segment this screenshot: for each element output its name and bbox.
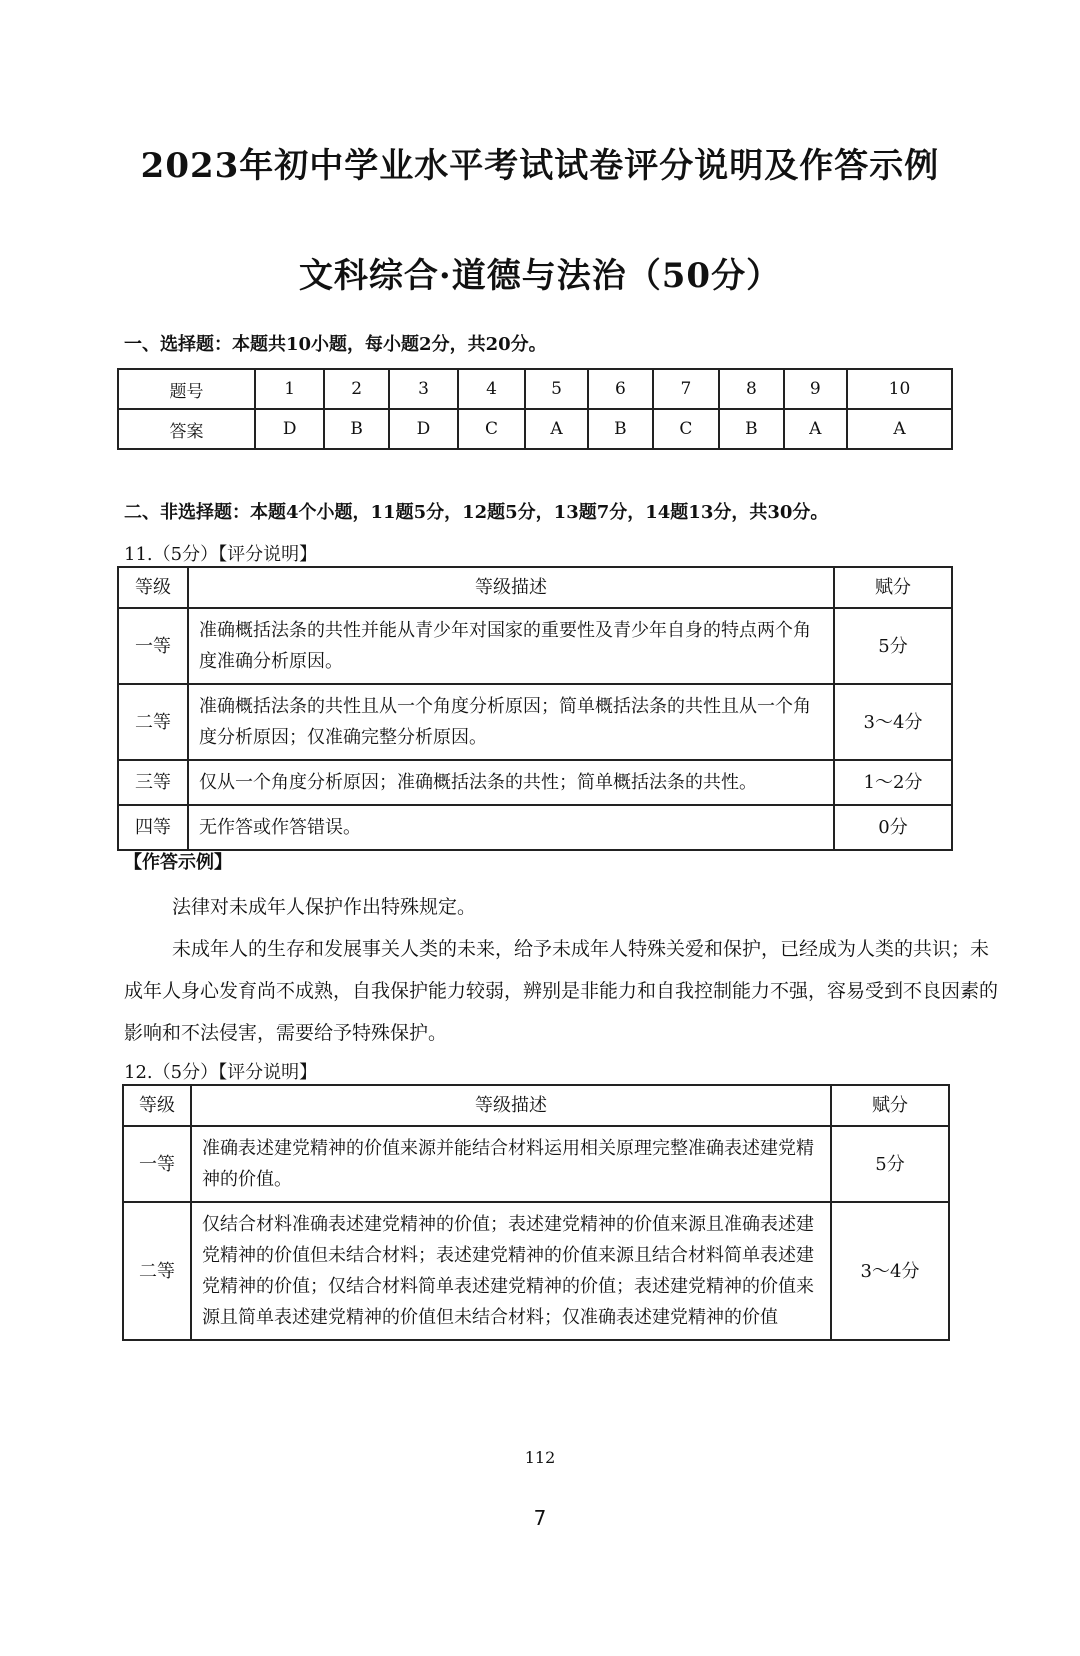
score-cell: 1～2分: [834, 760, 952, 805]
answer-cell: B: [588, 409, 652, 449]
description-cell: 仅从一个角度分析原因；准确概括法条的共性；简单概括法条的共性。: [188, 760, 834, 805]
example-paragraph: 法律对未成年人保护作出特殊规定。: [172, 896, 477, 918]
header-score: 赋分: [831, 1085, 949, 1126]
answer-cell: A: [784, 409, 847, 449]
grade-row: [118, 608, 952, 684]
answer-row: [118, 409, 952, 449]
question-number: 8: [719, 369, 783, 409]
example-paragraph: 未成年人的生存和发展事关人类的未来，给予未成年人特殊关爱和保护，已经成为人类的共识；未成年人身心发育尚不成熟，自我保护能力较弱，辨别是非能力和自我控制能力不强，容易受到不良因素的影响和不法侵害，需要给予特殊保护。: [124, 938, 999, 1044]
q11-example: [124, 886, 1004, 1054]
score-cell: 3～4分: [831, 1202, 949, 1340]
grade-row: [123, 1202, 949, 1340]
q11-scoring-table: [117, 566, 953, 851]
answer-cell: B: [719, 409, 783, 449]
question-number: 3: [389, 369, 458, 409]
multiple-choice-answer-table: [117, 368, 953, 450]
book-page-number: 112: [524, 1448, 556, 1467]
question-number: 6: [588, 369, 652, 409]
description-cell: 无作答或作答错误。: [188, 805, 834, 850]
score-cell: 5分: [831, 1126, 949, 1202]
grade-cell: 二等: [123, 1202, 191, 1340]
description-cell: 准确概括法条的共性且从一个角度分析原因；简单概括法条的共性且从一个角度分析原因；仅准确完整分析原因。: [188, 684, 834, 760]
grade-cell: 一等: [123, 1126, 191, 1202]
answer-cell: A: [847, 409, 952, 449]
document-subtitle: 文科综合·道德与法治（50分）: [298, 256, 782, 296]
grade-cell: 四等: [118, 805, 188, 850]
header-description: 等级描述: [188, 567, 834, 608]
q11-label: 11.（5分）【评分说明】: [124, 544, 318, 565]
question-number: 9: [784, 369, 847, 409]
grade-row: [118, 760, 952, 805]
score-cell: 0分: [834, 805, 952, 850]
answer-cell: C: [653, 409, 720, 449]
score-cell: 3～4分: [834, 684, 952, 760]
question-number: 2: [324, 369, 388, 409]
answer-cell: B: [324, 409, 388, 449]
description-cell: 准确表述建党精神的价值来源并能结合材料运用相关原理完整准确表述建党精神的价值。: [191, 1126, 831, 1202]
description-cell: 准确概括法条的共性并能从青少年对国家的重要性及青少年自身的特点两个角度准确分析原因。: [188, 608, 834, 684]
question-number: 1: [255, 369, 324, 409]
part2-heading: 二、非选择题：本题4个小题，11题5分，12题5分，13题7分，14题13分，共30分。: [124, 502, 829, 523]
answer-cell: D: [255, 409, 324, 449]
q11-example-label: 【作答示例】: [124, 852, 232, 873]
answer-cell: C: [458, 409, 525, 449]
header-score: 赋分: [834, 567, 952, 608]
grade-row: [118, 805, 952, 850]
grade-cell: 一等: [118, 608, 188, 684]
question-number: 10: [847, 369, 952, 409]
grade-cell: 二等: [118, 684, 188, 760]
header-description: 等级描述: [191, 1085, 831, 1126]
question-number-row: [118, 369, 952, 409]
score-cell: 5分: [834, 608, 952, 684]
q12-scoring-table: [122, 1084, 950, 1341]
question-number: 7: [653, 369, 720, 409]
page-number: 7: [533, 1506, 547, 1530]
grade-cell: 三等: [118, 760, 188, 805]
grade-row: [123, 1126, 949, 1202]
grade-row: [118, 684, 952, 760]
description-cell: 仅结合材料准确表述建党精神的价值；表述建党精神的价值来源且准确表述建党精神的价值但未结合材料；表述建党精神的价值来源且结合材料简单表述建党精神的价值；仅结合材料简单表述建党精神的价值；表述建党精神的价值来源且简单表述建党精神的价值但未结合材料；仅准确表述建党精神的价值: [191, 1202, 831, 1340]
answer-cell: D: [389, 409, 458, 449]
row-label: 题号: [118, 369, 255, 409]
question-number: 5: [525, 369, 588, 409]
part1-heading: 一、选择题：本题共10小题，每小题2分，共20分。: [124, 334, 547, 355]
question-number: 4: [458, 369, 525, 409]
answer-cell: A: [525, 409, 588, 449]
document-title: 2023年初中学业水平考试试卷评分说明及作答示例: [140, 146, 940, 186]
q12-label: 12.（5分）【评分说明】: [124, 1062, 318, 1083]
header-grade: 等级: [123, 1085, 191, 1126]
header-grade: 等级: [118, 567, 188, 608]
row-label: 答案: [118, 409, 255, 449]
